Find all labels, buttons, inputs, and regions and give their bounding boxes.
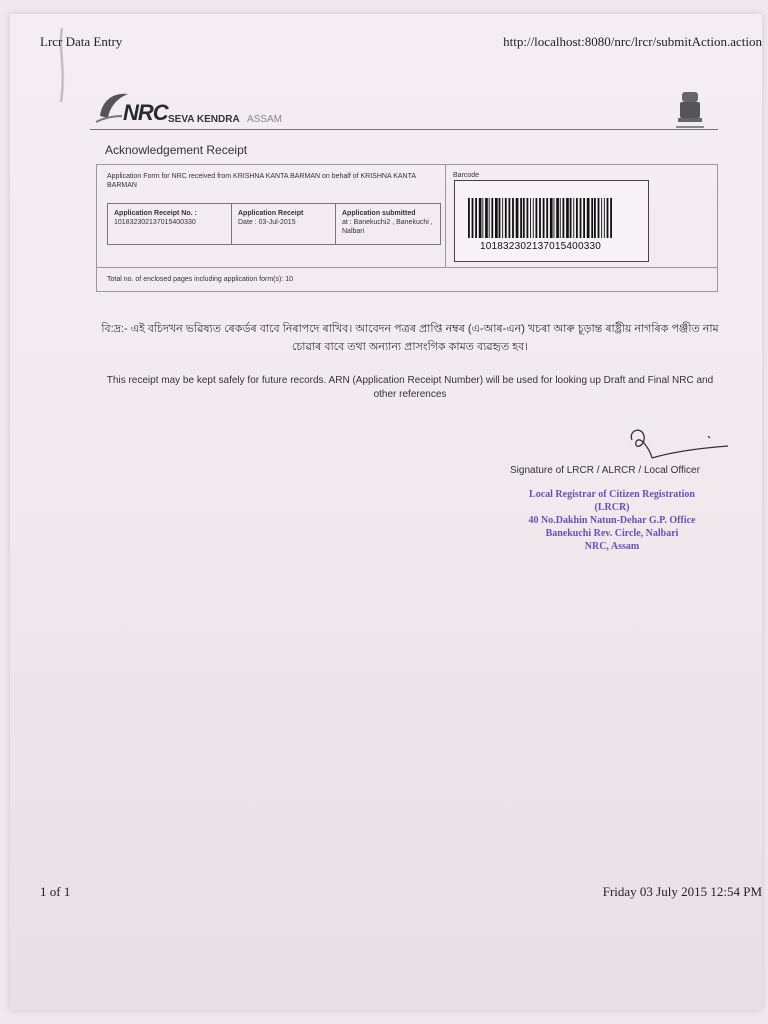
barcode-bar: [554, 198, 555, 238]
barcode-bar: [598, 198, 600, 238]
barcode-bar: [499, 198, 501, 238]
barcode-label: Barcode: [453, 172, 480, 179]
receipt-box-divider-vertical: [445, 164, 446, 267]
logo-nrc-text: NRC: [123, 100, 168, 125]
barcode-bar: [530, 198, 531, 238]
logo-assam: ASSAM: [247, 114, 283, 125]
barcode-image: [466, 198, 616, 242]
barcode-bar: [604, 198, 605, 238]
barcode-bar: [607, 198, 609, 238]
receipt-page: [10, 14, 762, 1010]
barcode-bar: [491, 198, 493, 238]
barcode-bar: [570, 198, 572, 238]
barcode-bar: [509, 198, 511, 238]
receipt-date-cell: [232, 204, 336, 244]
receipt-box-divider-horizontal: [96, 267, 718, 268]
stamp-line: Local Registrar of Citizen Registration: [529, 489, 695, 500]
barcode-bar: [539, 198, 541, 238]
logo-seva-kendra: SEVA KENDRA: [168, 114, 240, 125]
barcode-bar: [550, 198, 553, 238]
barcode-bar: [533, 198, 534, 238]
stamp-line: Banekuchi Rev. Circle, Nalbari: [545, 528, 679, 539]
barcode-bar: [580, 198, 582, 238]
submitted-at-label: Application submitted: [342, 210, 416, 217]
barcode-bar: [556, 198, 559, 238]
stamp-line: (LRCR): [594, 502, 630, 513]
receipt-number-cell: [108, 204, 232, 244]
english-note: This receipt may be kept safely for future records. ARN (Application Receipt Number) will be used for looking up Draft and Final NRC and other references: [106, 375, 714, 400]
enclosed-pages-text: Total no. of enclosed pages including application form(s): 10: [107, 276, 293, 283]
stamp-line: NRC, Assam: [584, 541, 640, 552]
receipt-number-value: 101832302137015400330: [114, 219, 196, 226]
barcode-bar: [583, 198, 585, 238]
stamp-line: 40 No.Dakhin Natun-Dehar G.P. Office: [528, 515, 696, 526]
print-datetime: Friday 03 July 2015 12:54 PM: [602, 884, 762, 899]
application-form-text: Application Form for NRC received from KRISHNA KANTA BARMAN on behalf of KRISHNA KANTA BARMAN: [107, 173, 416, 189]
barcode-bar: [468, 198, 470, 238]
barcode-bar: [576, 198, 578, 238]
barcode-bar: [472, 198, 474, 238]
barcode-bar: [527, 198, 529, 238]
handwritten-signature: [622, 420, 732, 468]
submitted-at-cell: [336, 204, 440, 244]
barcode-bar: [546, 198, 548, 238]
barcode-number: 101832302137015400330: [480, 241, 601, 252]
assamese-note: বি:দ্র:- এই বচিদখন ভৱিষ্যত ৰেকৰ্ডৰ বাবে নিৰাপদে ৰাখিব। আবেদন পত্ৰৰ প্ৰাপ্তি নম্বৰ (এ-আৰ-এন) খচৰা আৰু চূড়ান্ত ৰাষ্ট্ৰীয় নাগৰিক পঞ্জীত নাম চোৱাৰ বাবে তথা অন্যান্য প্ৰাসংগিক কামত ব্যৱহৃত হব।: [101, 323, 719, 353]
barcode-bar: [591, 198, 593, 238]
page-number: 1 of 1: [40, 884, 71, 899]
receipt-date-value: Date : 03-Jul-2015: [238, 219, 296, 226]
barcode-bar: [523, 198, 525, 238]
barcode-bar: [573, 198, 574, 238]
barcode-bar: [489, 198, 490, 238]
acknowledgement-title: Acknowledgement Receipt: [105, 143, 248, 157]
barcode-bar: [475, 198, 477, 238]
barcode-bar: [536, 198, 538, 238]
receipt-number-label: Application Receipt No. :: [114, 210, 197, 217]
barcode-bar: [566, 198, 569, 238]
barcode-bar: [505, 198, 507, 238]
barcode-bar: [563, 198, 565, 238]
barcode-bar: [485, 198, 488, 238]
barcode-bar: [479, 198, 482, 238]
barcode-bar: [587, 198, 590, 238]
submitted-at-value: at : Banekuchi2 , Banekuchi , Nalbari: [342, 219, 433, 235]
barcode-bar: [594, 198, 596, 238]
barcode-bar: [495, 198, 498, 238]
receipt-date-label: Application Receipt: [238, 210, 304, 217]
barcode-bar: [482, 198, 483, 238]
official-stamp: [497, 488, 727, 553]
signature-label: Signature of LRCR / ALRCR / Local Officer: [510, 465, 700, 476]
barcode-bar: [601, 198, 602, 238]
browser-url: http://localhost:8080/nrc/lrcr/submitAction.action: [503, 34, 762, 49]
barcode-bar: [516, 198, 519, 238]
browser-title: Lrcr Data Entry: [40, 34, 123, 49]
barcode-bar: [610, 198, 612, 238]
barcode-bar: [502, 198, 503, 238]
receipt-details-table: [107, 203, 441, 245]
barcode-bar: [543, 198, 545, 238]
barcode-bar: [560, 198, 561, 238]
header-divider: [90, 129, 718, 130]
barcode-bar: [512, 198, 514, 238]
barcode-bar: [520, 198, 522, 238]
